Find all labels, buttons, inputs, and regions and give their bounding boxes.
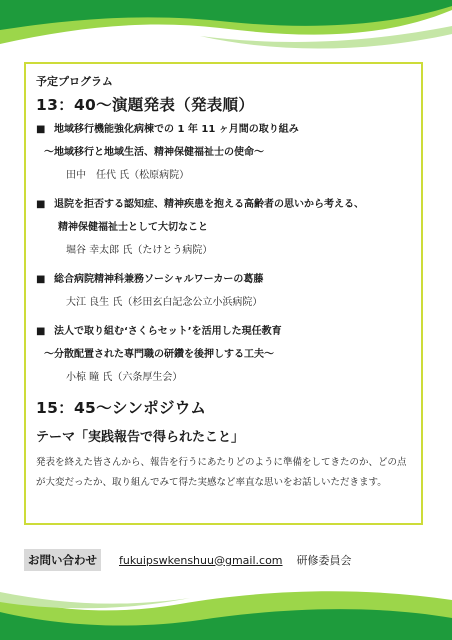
presentation-subtitle: ～分散配置された専門職の研鑽を後押しする工夫～	[44, 349, 274, 360]
contact-email-link[interactable]: fukuipswkenshuu@gmail.com	[119, 553, 283, 567]
bullet-icon: ■	[36, 326, 46, 337]
program-title: 予定プログラム	[36, 75, 113, 88]
presentation-subtitle: ～地域移行と地域生活、精神保健福祉士の使命～	[44, 147, 264, 158]
bullet-icon: ■	[36, 124, 46, 135]
bullet-icon: ■	[36, 199, 46, 210]
symposium-description: 発表を終えた皆さんから、報告を行うにあたりどのように準備をしてきたのか、どの点が大変だったか、取り組んでみて得た実感など率直な思いをお話しいただきます。	[36, 457, 407, 488]
program-box	[24, 62, 423, 525]
bullet-icon: ■	[36, 274, 46, 285]
session-heading-symposium: 15：45～シンポジウム	[36, 399, 207, 417]
presenter-name: 田中 任代 氏（松原病院）	[66, 170, 190, 181]
presentation-item	[36, 320, 413, 389]
bottom-wave-decoration	[0, 570, 452, 640]
contact-label: お問い合わせ	[24, 549, 101, 571]
presenter-name: 大江 良生 氏（杉田玄白記念公立小浜病院）	[66, 297, 263, 308]
contact-row	[24, 549, 352, 571]
presentation-item	[36, 268, 413, 314]
presentation-title: 地域移行機能強化病棟での 1 年 11 ヶ月間の取り組み	[54, 124, 299, 135]
symposium-theme: テーマ「実践報告で得られたこと」	[36, 430, 245, 445]
top-wave-decoration	[0, 0, 452, 60]
presenter-name: 堀谷 幸太郎 氏（たけとう病院）	[66, 245, 213, 256]
contact-organizer: 研修委員会	[296, 554, 352, 567]
presentation-item	[36, 118, 413, 187]
session-heading-presentations: 13：40～演題発表（発表順）	[36, 96, 255, 114]
presenter-name: 小椋 瞳 氏（六条厚生会）	[66, 372, 183, 383]
presentation-title: 退院を拒否する認知症、精神疾患を抱える高齢者の思いから考える、	[54, 199, 364, 210]
presentation-item	[36, 193, 413, 262]
presentation-subtitle: 精神保健福祉士として大切なこと	[58, 222, 208, 233]
presentation-title: 法人で取り組む‘さくらセット’を活用した現任教育	[54, 326, 282, 337]
presentation-title: 総合病院精神科兼務ソーシャルワーカーの葛藤	[54, 274, 264, 285]
